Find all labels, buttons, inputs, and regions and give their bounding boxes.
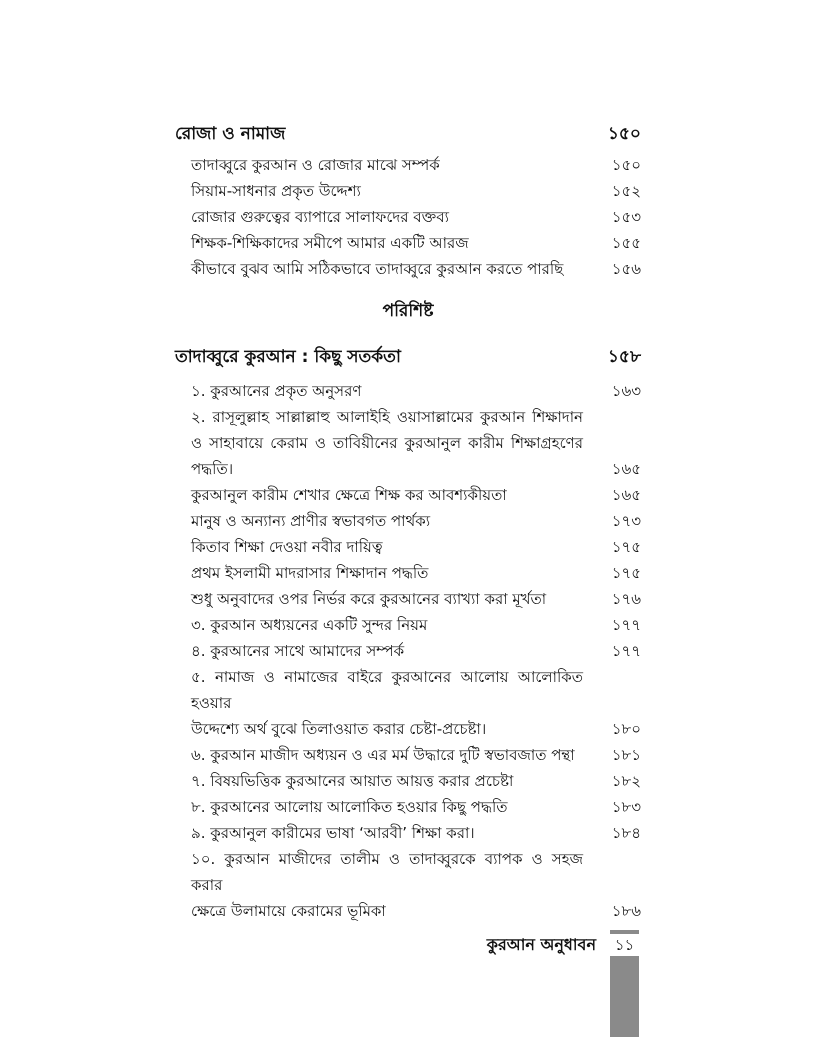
list-item: ৪. কুরআনের সাথে আমাদের সম্পর্ক ১৭৭	[191, 642, 641, 660]
section-heading-roza-namaz	[175, 120, 641, 148]
list-item: ৬. কুরআন মাজীদ অধ্যয়ন ও এর মর্ম উদ্ধারে দুটি স্বভাবজাত পন্থা ১৮১	[191, 746, 641, 764]
list-item: কুরআনুল কারীম শেখার ক্ষেত্রে শিক্ষ কর আবশ্যকীয়তা ১৬৫	[191, 486, 641, 504]
list-item-multiline: ১০. কুরআন মাজীদের তালীম ও তাদাব্বুরকে ব্যাপক ও সহজ করার ক্ষেত্রে উলামায়ে কেরামের ভূমিকা ১৮৬	[191, 850, 641, 920]
list-item: মানুষ ও অন্যান্য প্রাণীর স্বভাবগত পার্থক্য ১৭৩	[191, 512, 641, 530]
list-item: ১. কুরআনের প্রকৃত অনুসরণ ১৬৩	[191, 382, 641, 400]
section-title: তাদাব্বুরে কুরআন : কিছু সতর্কতা	[175, 347, 401, 367]
list-item-multiline: ৫. নামাজ ও নামাজের বাইরে কুরআনের আলোয় আলোকিত হওয়ার উদ্দেশ্যে অর্থ বুঝে তিলাওয়াত করার চেষ্টা-প্রচেষ্টা। ১৮০	[191, 668, 641, 738]
list-item: ৭. বিষয়ভিত্তিক কুরআনের আয়াত আয়ত্ত করার প্রচেষ্টা ১৮২	[191, 772, 641, 790]
section-page: ১৫০	[607, 124, 641, 144]
section-title: রোজা ও নামাজ	[175, 124, 286, 144]
table-of-contents	[175, 120, 641, 924]
list-item: কিতাব শিক্ষা দেওয়া নবীর দায়িত্ব ১৭৫	[191, 538, 641, 556]
list-item: প্রথম ইসলামী মাদরাসার শিক্ষাদান পদ্ধতি ১৭৫	[191, 564, 641, 582]
list-item: শিক্ষক-শিক্ষিকাদের সমীপে আমার একটি আরজ ১৫৫	[191, 234, 641, 252]
list-item: সিয়াম-সাধনার প্রকৃত উদ্দেশ্য ১৫২	[191, 182, 641, 200]
list-item: শুধু অনুবাদের ওপর নির্ভর করে কুরআনের ব্যাখ্যা করা মূর্খতা ১৭৬	[191, 590, 641, 608]
list-item: ৩. কুরআন অধ্যয়নের একটি সুন্দর নিয়ম ১৭৭	[191, 616, 641, 634]
section-page: ১৫৮	[607, 347, 641, 367]
book-title: কুরআন অনুধাবন	[486, 935, 596, 954]
appendix-heading: পরিশিষ্ট	[382, 301, 434, 321]
section-heading-tadabbur	[175, 342, 641, 372]
list-item: কীভাবে বুঝব আমি সঠিকভাবে তাদাব্বুরে কুরআন করতে পারছি ১৫৬	[191, 260, 641, 278]
list-item: ৮. কুরআনের আলোয় আলোকিত হওয়ার কিছু পদ্ধতি ১৮৩	[191, 798, 641, 816]
page-number: ১১	[610, 930, 639, 956]
list-item: তাদাব্বুরে কুরআন ও রোজার মাঝে সম্পর্ক ১৫০	[191, 156, 641, 174]
list-item-multiline: ২. রাসূলুল্লাহ সাল্লাল্লাহু আলাইহি ওয়াসাল্লামের কুরআন শিক্ষাদান ও সাহাবায়ে কেরাম ও তাবিয়ীনের কুরআনুল কারীম শিক্ষাগ্রহণের পদ্ধতি। ১৬৫	[191, 408, 641, 478]
list-item: ৯. কুরআনুল কারীমের ভাষা ‘আরবী’ শিক্ষা করা। ১৮৪	[191, 824, 641, 842]
list-item: রোজার গুরুত্বের ব্যাপারে সালাফদের বক্তব্য ১৫৩	[191, 208, 641, 226]
